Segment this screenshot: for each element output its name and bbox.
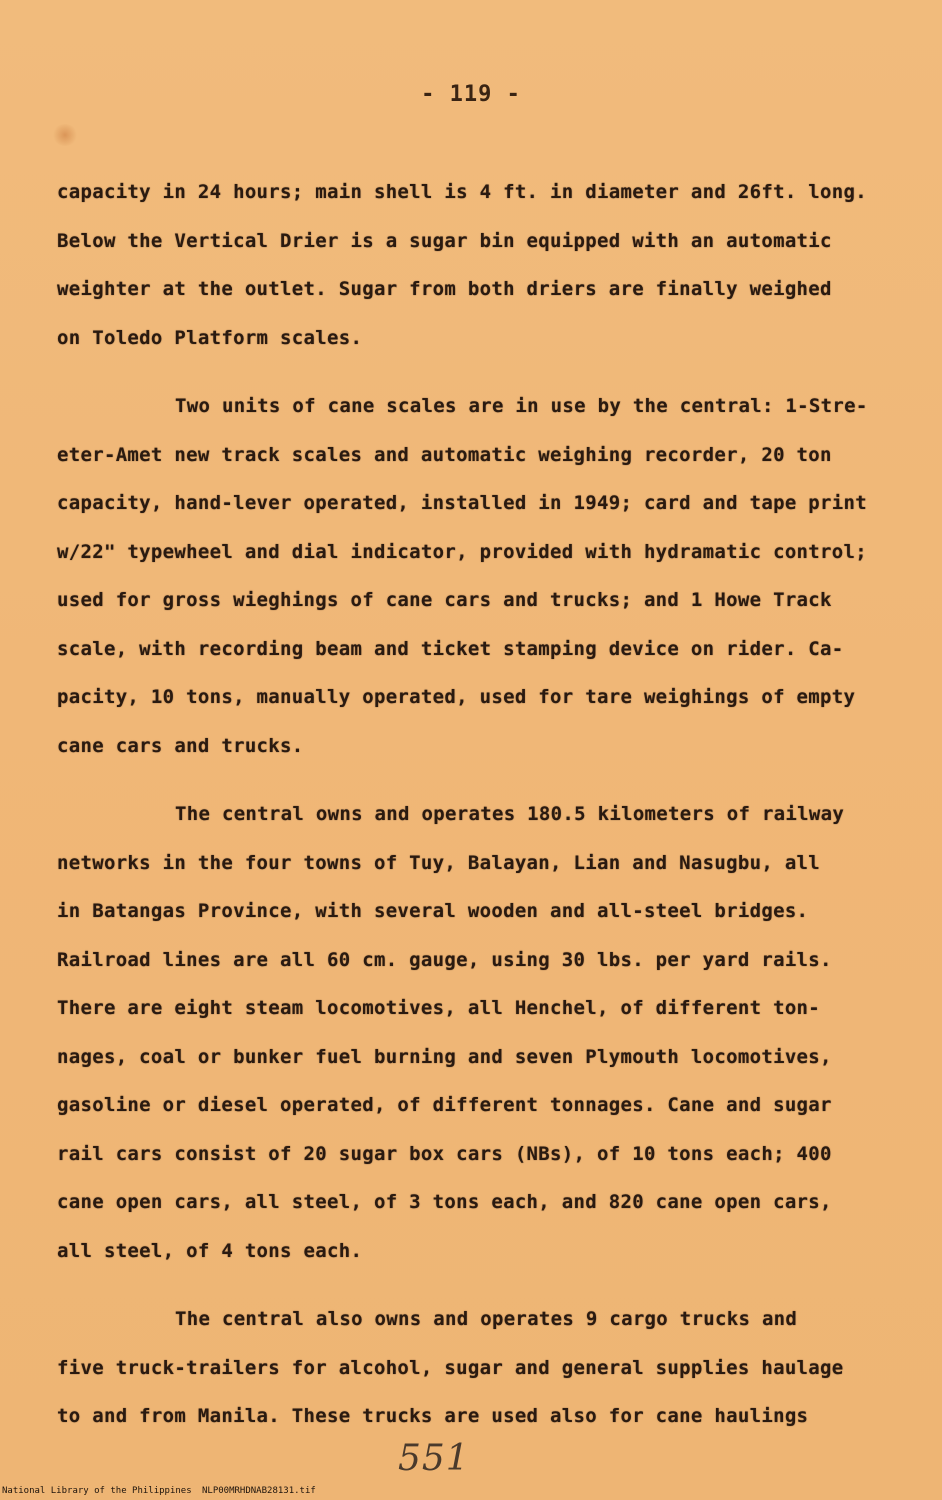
text-line: capacity, hand-lever operated, installed in 1949; card and tape print — [57, 492, 867, 514]
text-line: gasoline or diesel operated, of different tonnages. Cane and sugar — [57, 1094, 832, 1116]
paragraph-gap — [57, 770, 907, 790]
text-line: scale, with recording beam and ticket stamping device on rider. Ca- — [57, 637, 844, 660]
text-line: There are eight steam locomotives, all Henchel, of different ton- — [57, 997, 821, 1019]
text-line: to and from Manila. These trucks are used also for cane haulings — [57, 1405, 809, 1427]
paper-stain — [52, 124, 78, 146]
paragraph-gap — [57, 362, 907, 382]
text-line: Below the Vertical Drier is a sugar bin equipped with an automatic — [57, 229, 832, 252]
footer-library-name: National Library of the Philippines — [2, 1486, 192, 1496]
text-line: The central owns and operates 180.5 kilometers of railway — [175, 803, 845, 825]
scan-footer — [0, 1484, 942, 1500]
text-line: all steel, of 4 tons each. — [57, 1239, 363, 1262]
text-line: pacity, 10 tons, manually operated, used for tare weighings of empty — [57, 686, 856, 708]
text-line: Two units of cane scales are in use by the central: 1-Stre- — [175, 395, 868, 417]
text-line: rail cars consist of 20 sugar box cars (NBs), of 10 tons each; 400 — [57, 1142, 832, 1165]
text-line: capacity in 24 hours; main shell is 4 ft. in diameter and 26ft. long. — [57, 181, 867, 203]
body-text — [57, 168, 907, 1441]
text-line: on Toledo Platform scales. — [57, 326, 363, 349]
text-line: cane cars and trucks. — [57, 734, 304, 757]
handwritten-page-number: 551 — [398, 1438, 470, 1479]
text-line: Railroad lines are all 60 cm. gauge, using 30 lbs. per yard rails. — [57, 948, 832, 971]
footer-filename: NLP00MRHDNAB28131.tif — [202, 1486, 316, 1496]
text-line: networks in the four towns of Tuy, Balayan, Lian and Nasugbu, all — [57, 851, 821, 874]
text-line: cane open cars, all steel, of 3 tons each, and 820 cane open cars, — [57, 1191, 832, 1213]
text-line: eter-Amet new track scales and automatic weighing recorder, 20 ton — [57, 443, 832, 466]
text-line: used for gross wieghings of cane cars and trucks; and 1 Howe Track — [57, 589, 832, 611]
text-line: w/22" typewheel and dial indicator, provided with hydramatic control; — [57, 540, 867, 563]
page-number: - 119 - — [421, 82, 521, 107]
text-line: weighter at the outlet. Sugar from both driers are finally weighed — [57, 278, 832, 300]
paragraph-gap — [57, 1275, 907, 1295]
text-line: nages, coal or bunker fuel burning and seven Plymouth locomotives, — [57, 1045, 832, 1068]
text-line: five truck-trailers for alcohol, sugar and general supplies haulage — [57, 1356, 844, 1379]
text-line: in Batangas Province, with several wooden and all-steel bridges. — [57, 900, 809, 922]
text-line: The central also owns and operates 9 cargo trucks and — [175, 1308, 798, 1330]
